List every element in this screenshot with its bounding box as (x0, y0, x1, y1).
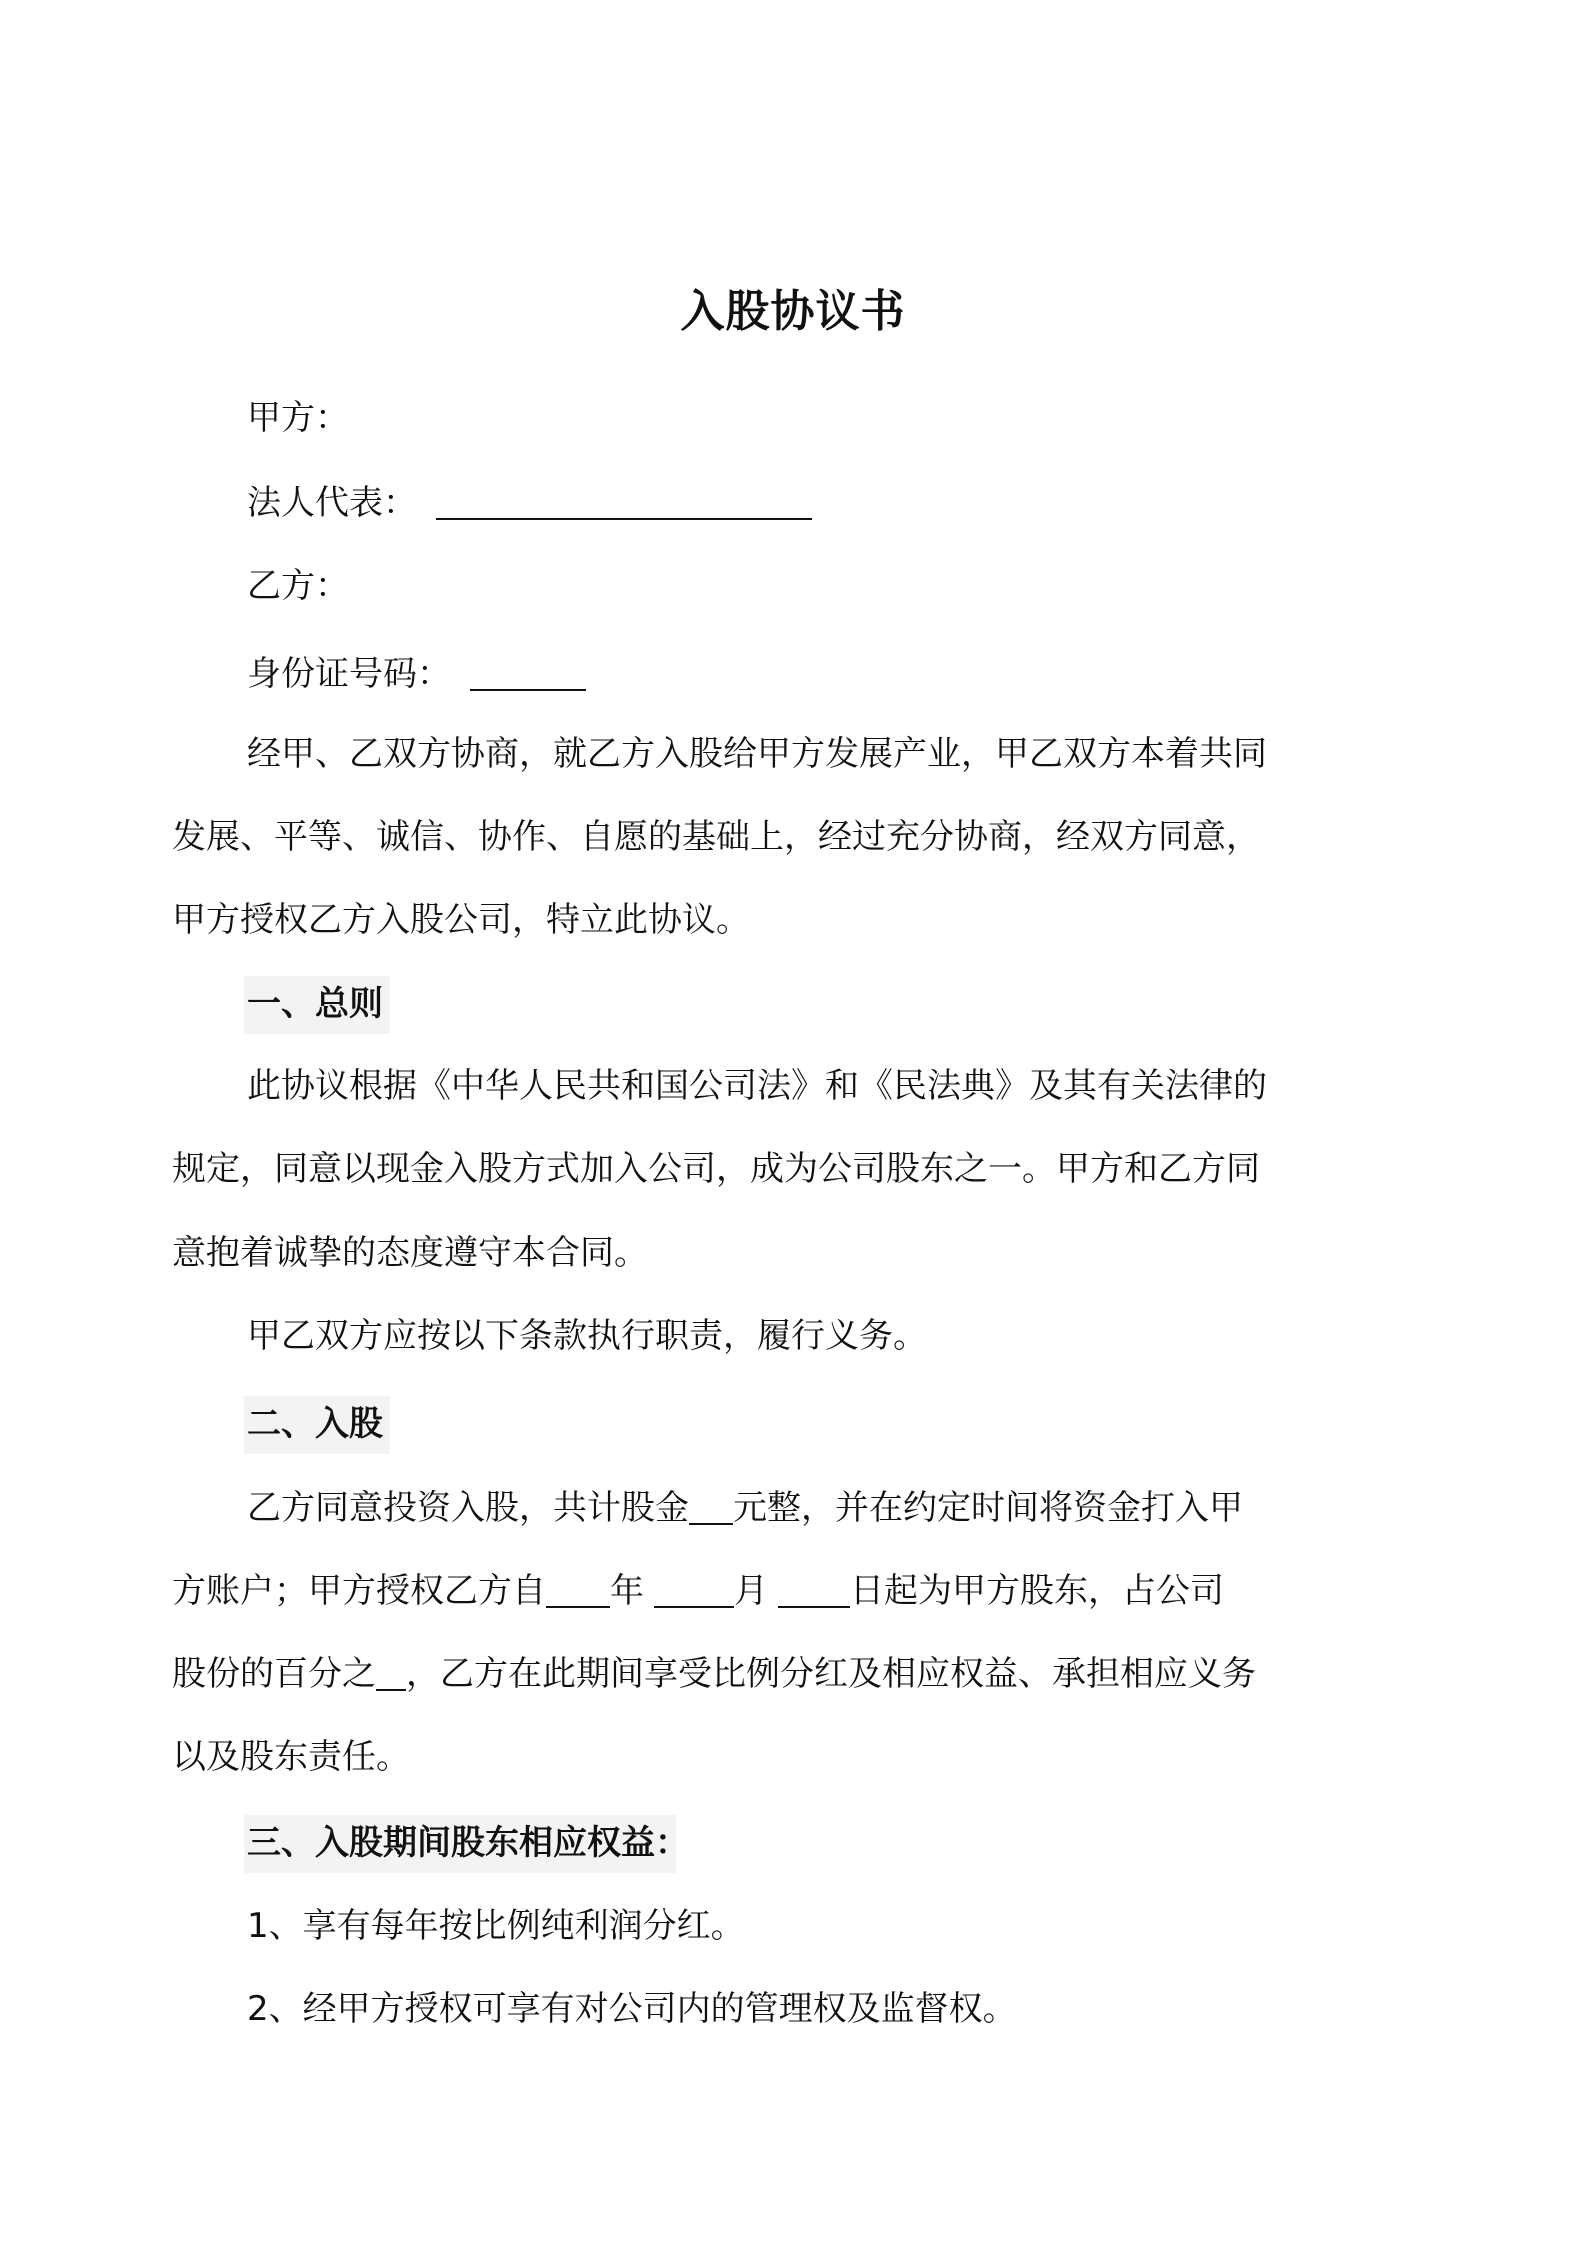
section1-line-2: 规定，同意以现金入股方式加入公司，成为公司股东之一。甲方和乙方同 (172, 1149, 1260, 1189)
section1-line-3: 意抱着诚挚的态度遵守本合同。 (172, 1233, 648, 1273)
section1-line-4: 甲乙双方应按以下条款执行职责，履行义务。 (247, 1316, 927, 1356)
section2-line-3 (172, 1650, 1362, 1698)
section2-line-2-year: 年 (610, 1571, 644, 1611)
capital-amount-blank (689, 1487, 733, 1525)
section2-line-2-month: 月 (734, 1571, 768, 1611)
id-number-label: 身份证号码： (247, 654, 451, 694)
section2-line-3-text-a: 股份的百分之 (172, 1654, 376, 1694)
preamble-line-2: 发展、平等、诚信、协作、自愿的基础上，经过充分协商，经双方同意， (172, 817, 1260, 857)
section2-heading: 二、入股 (247, 1404, 383, 1444)
party-a-label: 甲方： (247, 398, 349, 438)
section2-line-1-text-a: 乙方同意投资入股，共计股金 (247, 1488, 689, 1528)
section1-heading: 一、总则 (247, 984, 383, 1024)
section2-line-3-text-b: ，乙方在此期间享受比例分红及相应权益、承担相应义务 (406, 1654, 1256, 1694)
section2-line-2 (172, 1567, 1362, 1615)
month-blank (654, 1570, 734, 1608)
section3-item-1: 1、享有每年按比例纯利润分红。 (247, 1906, 745, 1946)
percentage-blank (376, 1653, 406, 1691)
id-number-blank (470, 653, 586, 691)
section2-line-4: 以及股东责任。 (172, 1737, 410, 1777)
section3-item-2: 2、经甲方授权可享有对公司内的管理权及监督权。 (247, 1989, 1017, 2029)
section1-line-1: 此协议根据《中华人民共和国公司法》和《民法典》及其有关法律的 (247, 1066, 1267, 1106)
preamble-line-1: 经甲、乙双方协商，就乙方入股给甲方发展产业，甲乙双方本着共同 (247, 734, 1267, 774)
day-blank (778, 1570, 850, 1608)
section3-heading: 三、入股期间股东相应权益： (247, 1823, 689, 1863)
legal-rep-line (247, 479, 1362, 527)
preamble-line-3: 甲方授权乙方入股公司，特立此协议。 (172, 900, 750, 940)
legal-rep-label: 法人代表： (247, 483, 417, 523)
section2-line-1 (247, 1484, 1362, 1532)
section2-line-2-text-d: 日起为甲方股东，占公司 (850, 1571, 1224, 1611)
section2-line-1-text-b: 元整，并在约定时间将资金打入甲 (733, 1488, 1243, 1528)
party-b-line (247, 562, 1362, 610)
document-title: 入股协议书 (680, 286, 906, 337)
legal-rep-blank (436, 482, 812, 520)
party-a-line (247, 394, 1362, 442)
year-blank (546, 1570, 610, 1608)
section2-line-2-text-a: 方账户；甲方授权乙方自 (172, 1571, 546, 1611)
id-number-line (247, 650, 1362, 698)
party-b-label: 乙方： (247, 566, 349, 606)
